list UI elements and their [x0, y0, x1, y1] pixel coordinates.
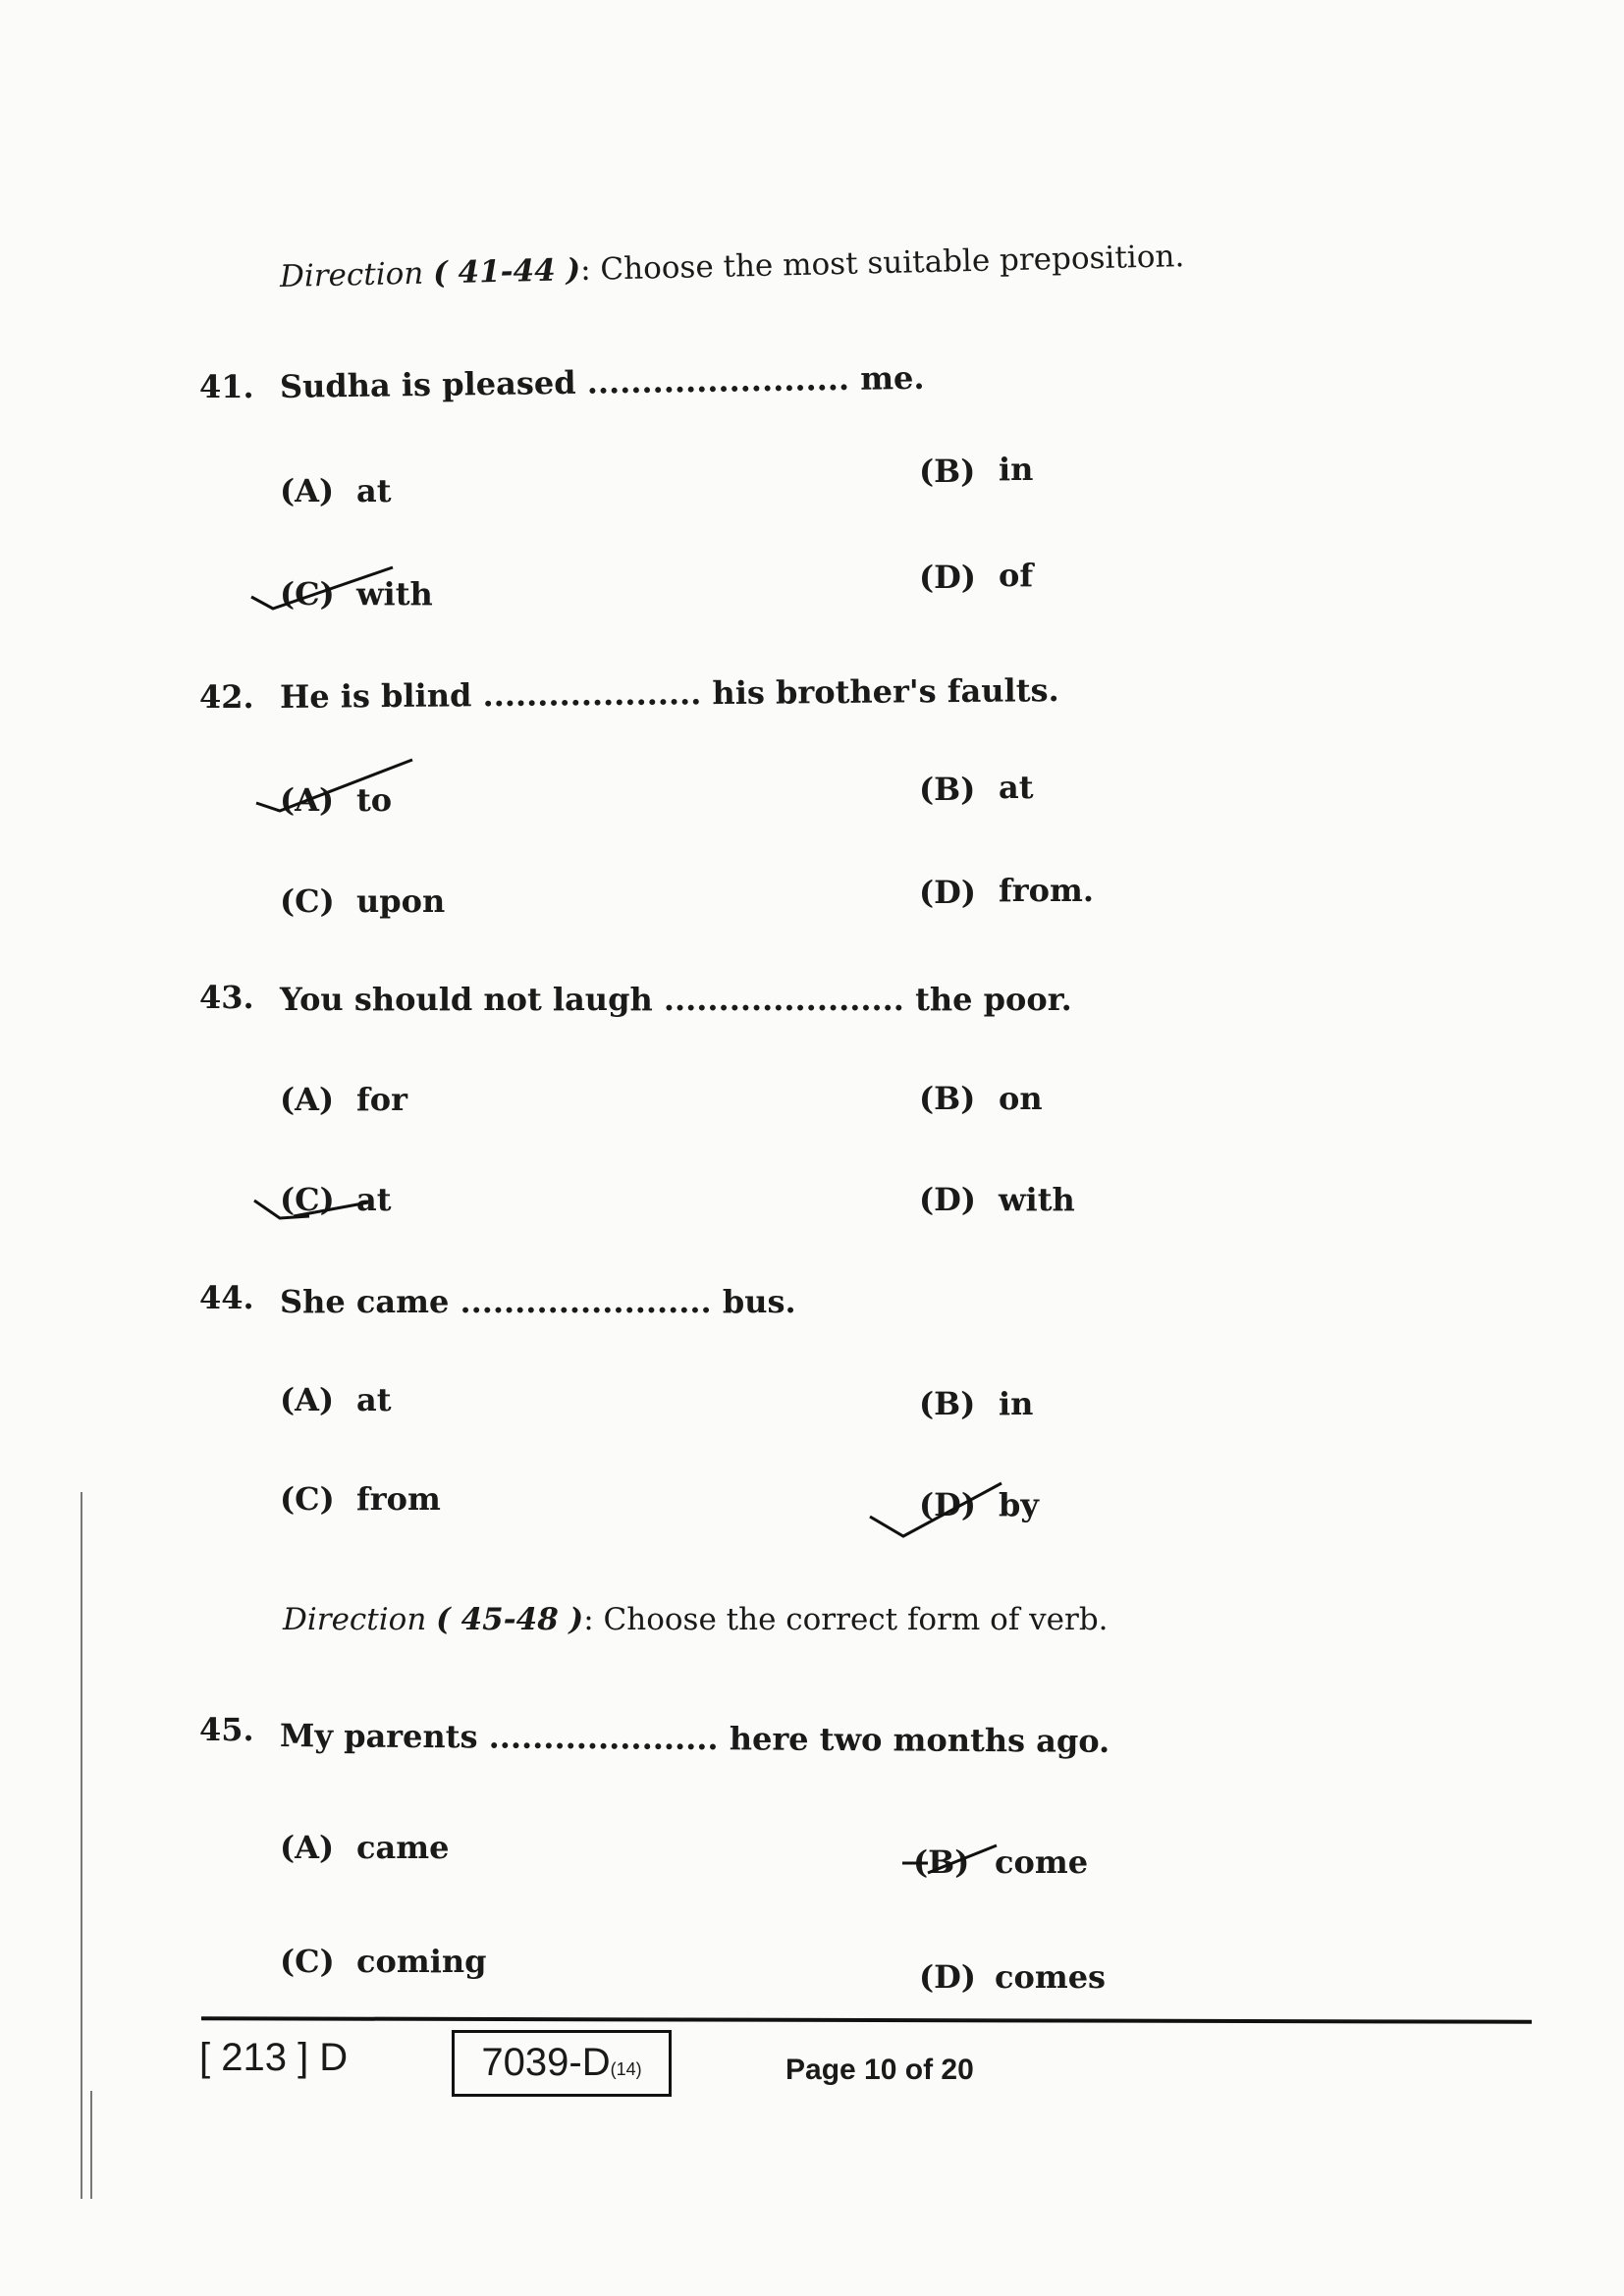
direction-range: ( 45-48 ) — [436, 1602, 584, 1637]
option-key: (C) — [280, 1480, 335, 1518]
question-number: 43. — [199, 979, 254, 1016]
option-key: (C) — [280, 1943, 335, 1980]
question-number: 42. — [199, 678, 254, 716]
question-number: 41. — [199, 368, 254, 405]
option-key: (D) — [919, 874, 977, 911]
option-key: (B) — [919, 453, 976, 490]
strike-mark-icon — [898, 1836, 1026, 1885]
option-text: on — [999, 1080, 1043, 1117]
direction-label: Direction — [279, 255, 424, 294]
direction-text: : Choose the most suitable preposition. — [579, 239, 1185, 289]
tick-mark-icon — [250, 1183, 388, 1232]
option-key: (B) — [919, 771, 976, 808]
option-text: at — [356, 1381, 392, 1418]
option-text: at — [356, 1181, 392, 1218]
option-text: to — [356, 781, 393, 819]
option-key: (C) — [280, 575, 335, 613]
option-text: by — [999, 1486, 1039, 1523]
option-text: from — [356, 1480, 441, 1518]
paper-code-box — [452, 2030, 672, 2097]
option-key: (D) — [919, 1486, 977, 1523]
option-text: at — [356, 472, 392, 509]
option-text: with — [999, 1181, 1075, 1218]
option-key: (D) — [919, 559, 977, 596]
option-text: in — [999, 1385, 1034, 1422]
option-text: with — [356, 575, 433, 613]
option-key: (D) — [919, 1181, 977, 1218]
option-key: (D) — [919, 1958, 977, 1996]
tick-mark-icon — [250, 756, 417, 825]
margin-line — [90, 2091, 92, 2199]
option-text: upon — [356, 882, 446, 920]
option-text: for — [356, 1081, 407, 1118]
option-key: (A) — [280, 1381, 335, 1418]
option-key: (C) — [280, 1181, 335, 1218]
option-text: coming — [356, 1943, 487, 1980]
question-text: He is blind .................... his brother's faults. — [279, 671, 1059, 716]
option-key: (B) — [919, 1385, 976, 1422]
footer-code: [ 213 ] D — [199, 2036, 349, 2079]
question-text: My parents ..................... here two months ago. — [279, 1717, 1110, 1760]
paper-code: 7039-D — [481, 2041, 611, 2084]
question-text: She came ....................... bus. — [280, 1283, 796, 1320]
option-text: in — [999, 451, 1034, 488]
margin-line — [81, 1492, 82, 2199]
question-number: 45. — [199, 1711, 254, 1748]
option-text: from. — [999, 872, 1094, 909]
direction-45-48 — [283, 1600, 1109, 1639]
question-text: Sudha is pleased ........................ me. — [279, 358, 925, 405]
direction-41-44 — [280, 237, 1185, 296]
direction-text: : Choose the correct form of verb. — [583, 1602, 1109, 1637]
direction-range: ( 41-44 ) — [432, 252, 581, 292]
option-text: come — [995, 1843, 1089, 1881]
option-text: of — [999, 557, 1034, 594]
option-key: (B) — [919, 1080, 976, 1117]
tick-mark-icon — [245, 560, 403, 618]
paper-code-sub: (14) — [610, 2059, 642, 2079]
option-key: (A) — [280, 1081, 335, 1118]
option-key: (A) — [280, 781, 335, 819]
direction-label: Direction — [283, 1602, 427, 1637]
option-text: at — [999, 769, 1034, 806]
option-key: (B) — [913, 1843, 970, 1881]
tick-mark-icon — [864, 1477, 1011, 1546]
question-number: 44. — [199, 1279, 254, 1316]
option-text: came — [356, 1829, 450, 1866]
option-key: (C) — [280, 882, 335, 920]
page-number: Page 10 of 20 — [785, 2054, 974, 2086]
option-text: comes — [995, 1958, 1107, 1996]
footer-rule — [201, 2016, 1532, 2024]
option-key: (A) — [280, 472, 335, 509]
option-key: (A) — [280, 1829, 335, 1866]
question-text: You should not laugh ...................... the poor. — [280, 981, 1072, 1018]
